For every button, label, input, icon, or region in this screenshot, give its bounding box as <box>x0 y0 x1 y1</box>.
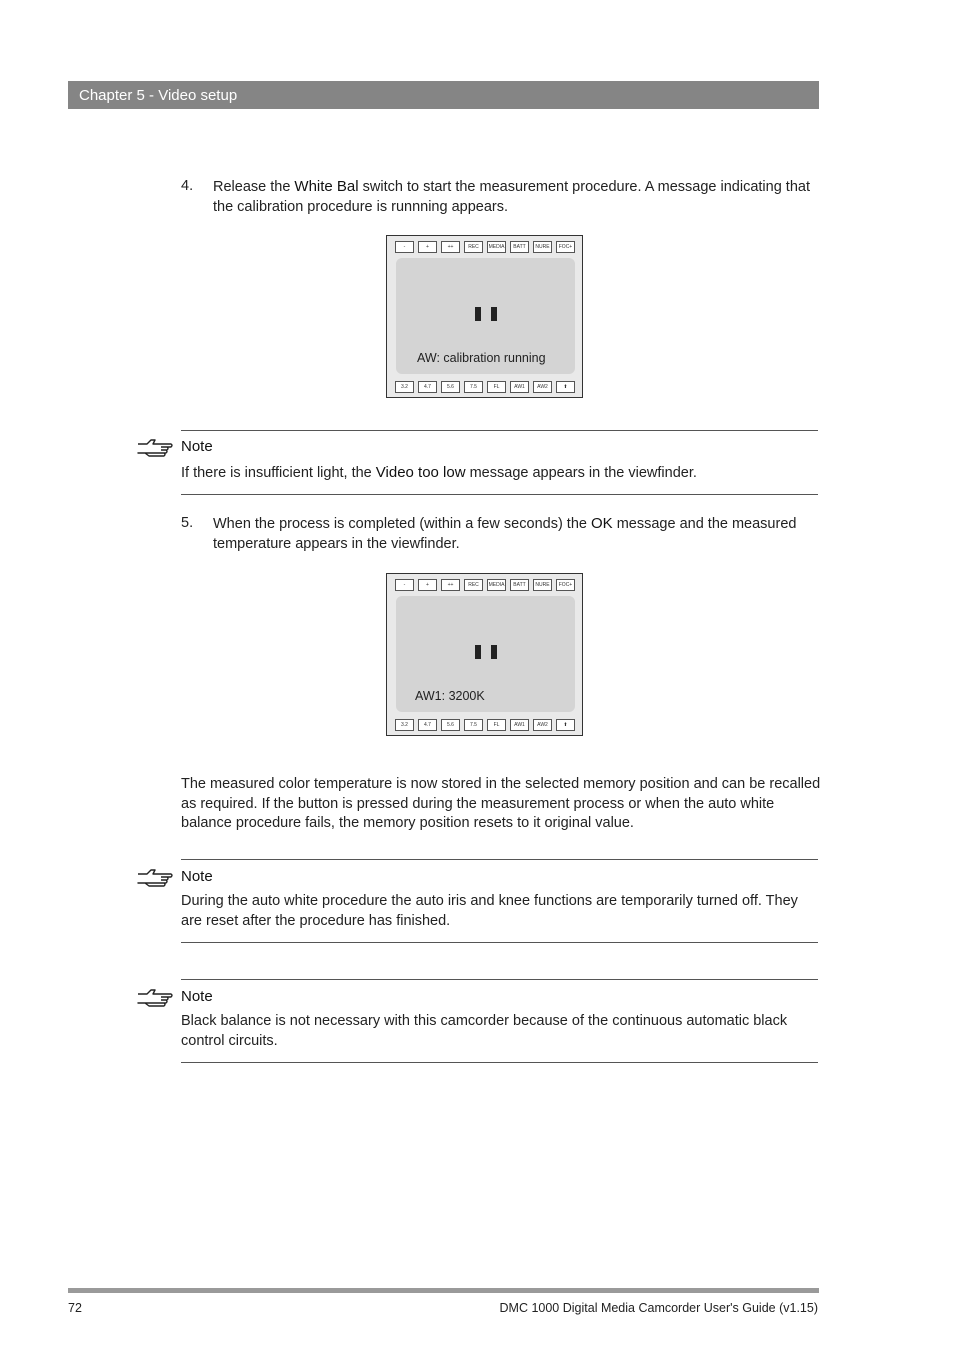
body-paragraph: The measured color temperature is now stored in the selected memory position and can be recalled as required. If the button is pressed during the measurement process or when the auto white balance procedure fails, the memory position resets to it original value. <box>181 776 821 831</box>
vf-key: FOC+ <box>556 579 575 591</box>
viewfinder-top-keys <box>395 241 575 252</box>
viewfinder-bottom-keys <box>395 719 575 730</box>
pointing-hand-icon <box>137 438 175 458</box>
vf-key: BATT <box>510 579 529 591</box>
note-text: During the auto white procedure the auto iris and knee functions are temporarily turned off. They are reset after the procedure has finished. <box>181 893 798 929</box>
vf-key: FL <box>487 381 506 393</box>
vf-key: AW1 <box>510 719 529 731</box>
step-number: 5. <box>181 515 194 531</box>
viewfinder-display <box>386 573 583 736</box>
vf-key: 5.6 <box>441 381 460 393</box>
center-marker-icon <box>475 645 499 659</box>
vf-key: REC <box>464 579 483 591</box>
vf-key: ⬆ <box>556 719 575 731</box>
step-number: 4. <box>181 178 194 194</box>
vf-key: ⬆ <box>556 381 575 393</box>
message-name: OK <box>590 515 613 532</box>
chapter-header: Chapter 5 - Video setup <box>68 81 819 109</box>
document-title: DMC 1000 Digital Media Camcorder User's Guide (v1.15) <box>499 1301 818 1315</box>
vf-key: + <box>418 241 437 253</box>
note-top-rule <box>181 859 818 860</box>
note-bottom-rule <box>181 1062 818 1063</box>
pointing-hand-icon <box>137 868 175 888</box>
note-text: Black balance is not necessary with this camcorder because of the continuous automatic black control circuits. <box>181 1013 788 1049</box>
note-text: If there is insufficient light, the Video too low message appears in the viewfinder. <box>181 464 697 481</box>
viewfinder-top-keys <box>395 579 575 590</box>
viewfinder-message: AW: calibration running <box>417 351 546 365</box>
vf-key: 7.5 <box>464 381 483 393</box>
vf-key: NURE <box>533 579 552 591</box>
step-4 <box>181 177 821 217</box>
note-bottom-rule <box>181 942 818 943</box>
vf-key: MEDIA <box>487 579 506 591</box>
vf-key: FOC+ <box>556 241 575 253</box>
vf-key: + <box>418 579 437 591</box>
step-5 <box>181 514 821 554</box>
viewfinder-screen <box>396 258 575 374</box>
page-number: 72 <box>68 1301 82 1315</box>
note-title: Note <box>181 868 213 885</box>
note-bottom-rule <box>181 494 818 495</box>
vf-key: AW1 <box>510 381 529 393</box>
note-title: Note <box>181 988 213 1005</box>
footer-rule <box>68 1288 819 1293</box>
step-text: Release the White Bal switch to start the measurement procedure. A message indicating that the calibration procedure is runnning appears. <box>213 178 810 215</box>
vf-key: - <box>395 579 414 591</box>
viewfinder-message: AW1: 3200K <box>415 689 485 703</box>
vf-key: AW2 <box>533 719 552 731</box>
vf-key: - <box>395 241 414 253</box>
vf-key: MEDIA <box>487 241 506 253</box>
vf-key: 7.5 <box>464 719 483 731</box>
viewfinder-display <box>386 235 583 398</box>
note-top-rule <box>181 979 818 980</box>
vf-key: NURE <box>533 241 552 253</box>
vf-key: 3.2 <box>395 719 414 731</box>
pointing-hand-icon <box>137 988 175 1008</box>
viewfinder-screen <box>396 596 575 712</box>
control-name: White Bal <box>294 178 359 195</box>
vf-key: ++ <box>441 579 460 591</box>
vf-key: 4.7 <box>418 381 437 393</box>
message-name: Video too low <box>375 464 466 481</box>
viewfinder-bottom-keys <box>395 381 575 392</box>
vf-key: 5.6 <box>441 719 460 731</box>
step-text: When the process is completed (within a few seconds) the OK message and the measured temperature appears in the viewfinder. <box>213 515 797 552</box>
vf-key: ++ <box>441 241 460 253</box>
vf-key: 3.2 <box>395 381 414 393</box>
note-top-rule <box>181 430 818 431</box>
center-marker-icon <box>475 307 499 321</box>
note-title: Note <box>181 438 213 455</box>
vf-key: FL <box>487 719 506 731</box>
vf-key: BATT <box>510 241 529 253</box>
vf-key: 4.7 <box>418 719 437 731</box>
vf-key: REC <box>464 241 483 253</box>
vf-key: AW2 <box>533 381 552 393</box>
